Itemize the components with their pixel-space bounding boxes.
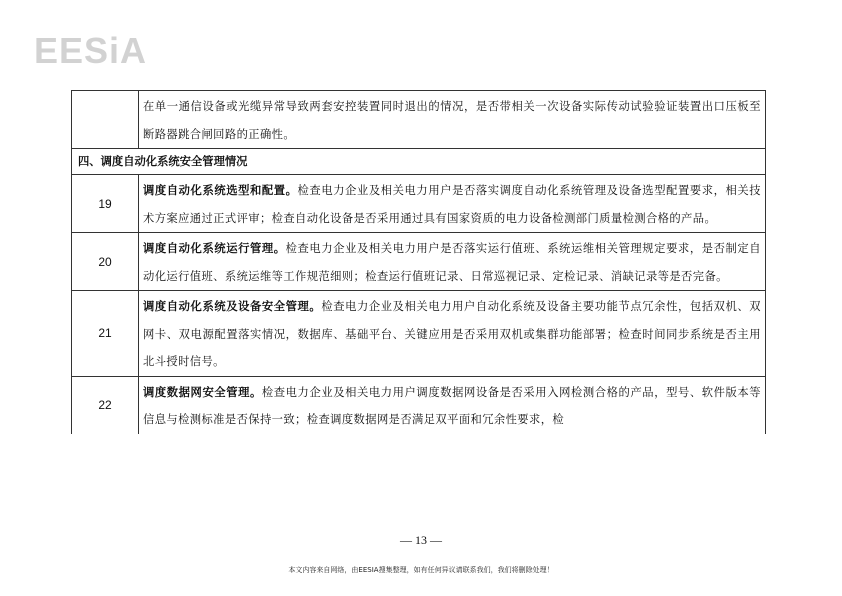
- row-title: 调度自动化系统及设备安全管理。: [143, 300, 322, 313]
- row-title: 调度自动化系统运行管理。: [143, 242, 286, 255]
- row-number: 22: [72, 377, 139, 434]
- table-row: [72, 175, 765, 233]
- eesia-logo: EESiA: [34, 30, 148, 71]
- section-title: 四、调度自动化系统安全管理情况: [78, 155, 248, 168]
- row-content: [139, 91, 765, 148]
- row-title: 调度数据网安全管理。: [143, 385, 262, 399]
- table-row: [72, 233, 765, 291]
- footer-note: 本文内容来自网络，由EESIA搜集整理，如有任何异议请联系我们，我们将删除处理！: [288, 566, 554, 574]
- row-content: [139, 233, 765, 290]
- row-number: 20: [72, 233, 139, 290]
- row-content: [139, 175, 765, 232]
- row-number: [72, 91, 139, 148]
- table-row: [72, 291, 765, 377]
- page-number: — 13 —: [400, 533, 442, 547]
- row-content: [139, 377, 765, 434]
- section-row: [72, 149, 765, 175]
- row-text: 在单一通信设备或光缆异常导致两套安控装置同时退出的情况，是否带相关一次设备实际传动试验验证装置出口压板至断路器跳合闸回路的正确性。: [143, 100, 761, 141]
- row-text: 检查电力企业及相关电力用户调度数据网设备是否采用入网检测合格的产品，型号、软件版本等信息与检测标准是否保持一致；检查调度数据网是否满足双平面和冗余性要求，检: [143, 385, 761, 426]
- row-number: 21: [72, 291, 139, 376]
- row-title: 调度自动化系统选型和配置。: [143, 184, 298, 197]
- row-text: 检查电力企业及相关电力用户是否落实运行值班、系统运维相关管理规定要求，是否制定自动化运行值班、系统运维等工作规范细则；检查运行值班记录、日常巡视记录、定检记录、消缺记录等是否完备。: [143, 242, 761, 283]
- row-text: 检查电力企业及相关电力用户自动化系统及设备主要功能节点冗余性，包括双机、双网卡、双电源配置落实情况，数据库、基础平台、关键应用是否采用双机或集群功能部署；检查时间同步系统是否主用北斗授时信号。: [143, 300, 761, 368]
- row-text: 检查电力企业及相关电力用户是否落实调度自动化系统管理及设备选型配置要求，相关技术方案应通过正式评审；检查自动化设备是否采用通过具有国家资质的电力设备检测部门质量检测合格的产品。: [143, 184, 761, 225]
- row-content: [139, 291, 765, 376]
- inspection-table: [71, 90, 766, 434]
- table-row: [72, 91, 765, 149]
- table-row: [72, 377, 765, 434]
- row-number: 19: [72, 175, 139, 232]
